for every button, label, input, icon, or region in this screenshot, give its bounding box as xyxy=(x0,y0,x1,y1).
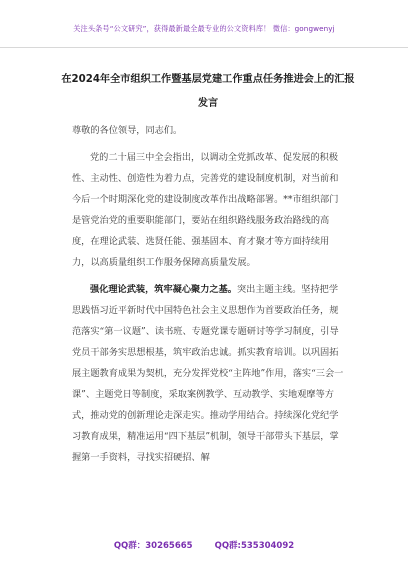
section-heading: 强化理论武装，筑牢凝心聚力之基。 xyxy=(90,284,237,295)
paragraph-theory-text: 突出主题主线。坚持把学思践悟习近平新时代中国特色社会主义思想作为首要政治任务，规范落实“第一议题”、读书班、专题党课专题研讨等学习制度，引导党员干部务实思想根基，筑牢政治忠诚。抓实教育培训。以巩固拓展主题教育成果为契机，充分发挥党校“主阵地”作用，落实“三会一课”、主题党日等制度，采取案例教学、互动教学、实地观摩等方式，推动党的创新理论走深走实。推动学用结合。持续深化党纪学习教育成果，精准运用“四下基层”机制，领导干部带头下基层，掌握第一手资料，寻找实招硬招、解 xyxy=(72,284,344,463)
paragraph-intro: 党的二十届三中全会指出，以调动全党抓改革、促发展的积极性、主动性、创造性为着力点，完善党的建设制度机制，对当前和今后一个时期深化党的建设制度改革作出战略部署。**市组织部门是管党治党的重要职能部门，要站在组织路线服务政治路线的高度，在理论武装、选贤任能、强基固本、育才聚才等方面持续用力，以高质量组织工作服务保障高质量发展。 xyxy=(72,152,339,268)
header-promo-text: 关注头条号“公文研究”，获得最新最全最专业的公文资料库！ 微信：gongwenyj xyxy=(73,24,335,33)
document-body xyxy=(72,120,344,468)
footer-qq-group-2: QQ群:535304092 xyxy=(214,541,295,551)
header-divider xyxy=(0,47,408,48)
footer-contact xyxy=(0,539,408,551)
salutation: 尊敬的各位领导，同志们。 xyxy=(72,125,183,136)
footer-qq-group-1: QQ群：30265665 xyxy=(113,541,193,551)
document-title: 在2024年全市组织工作暨基层党建工作重点任务推进会上的汇报发言 xyxy=(61,74,355,109)
paragraph-theory xyxy=(72,279,344,468)
